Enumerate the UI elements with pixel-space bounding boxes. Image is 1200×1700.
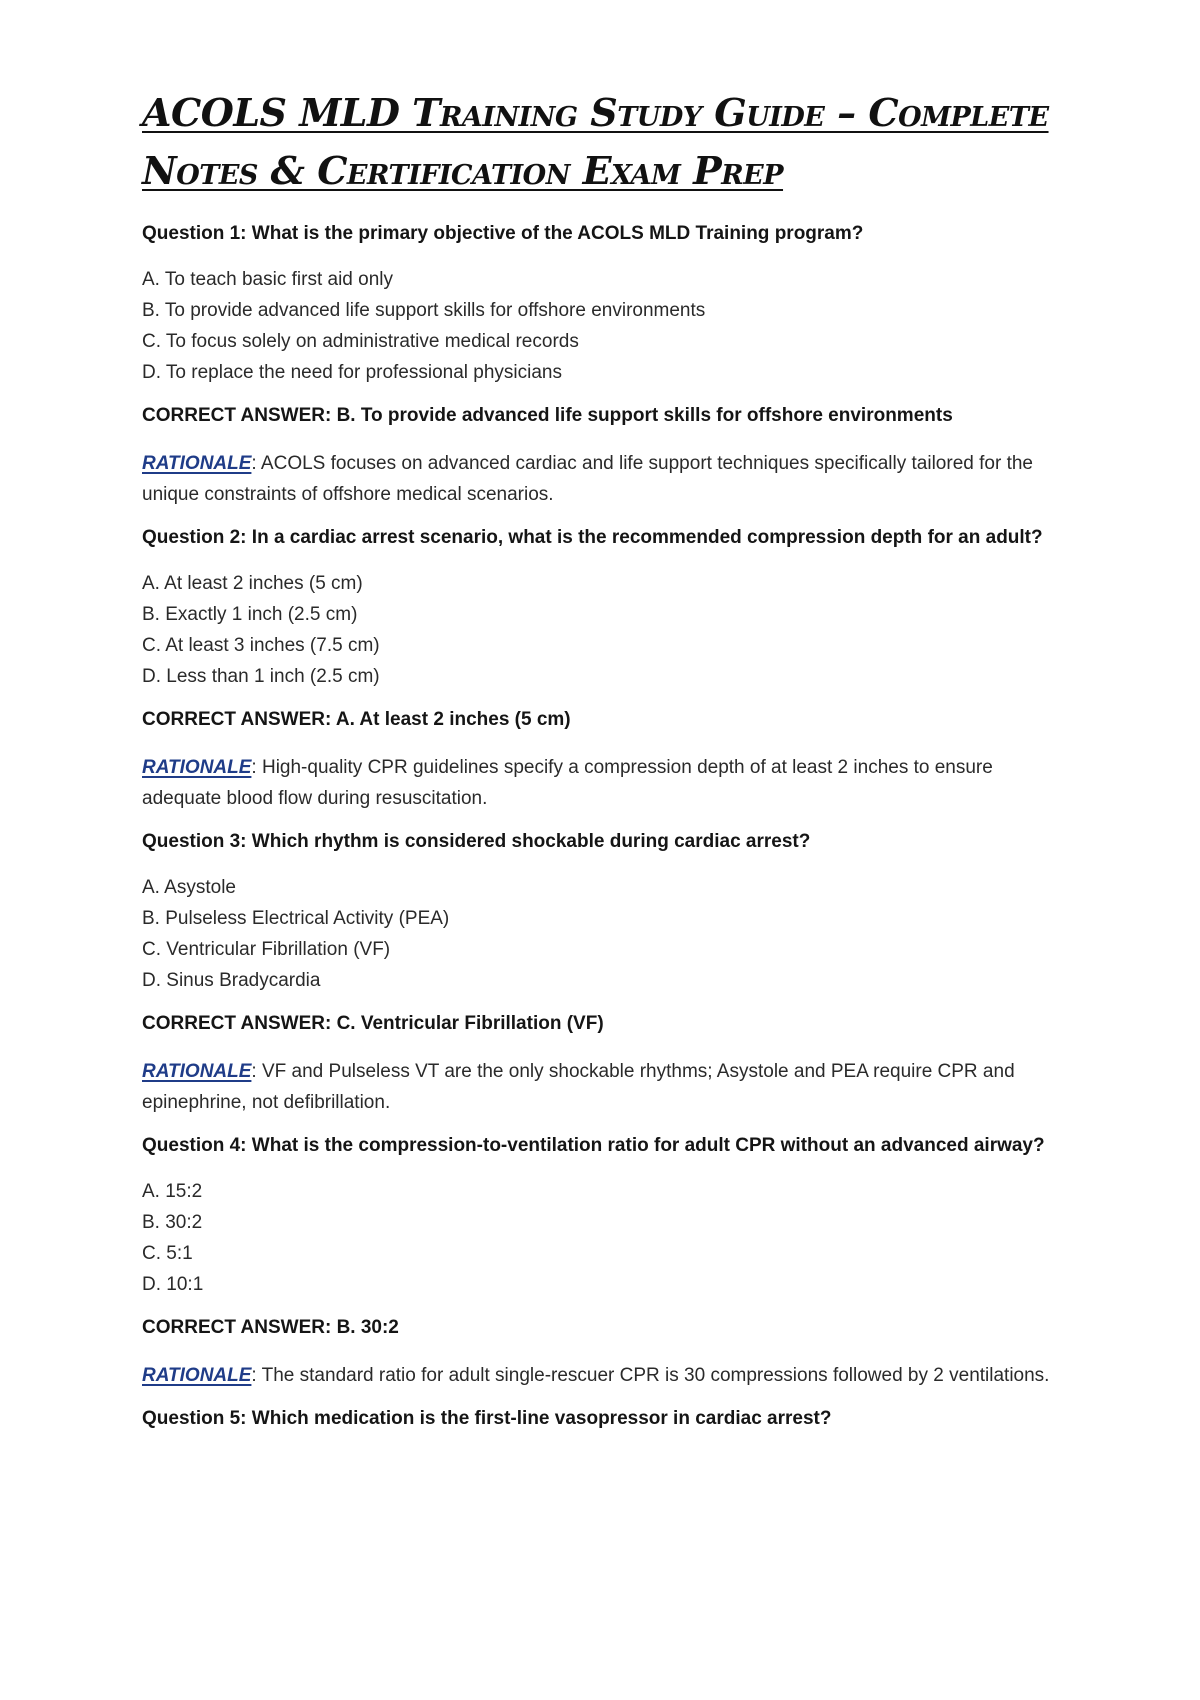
- question-text: Question 5: Which medication is the first-line vasopressor in cardiac arrest?: [142, 1408, 832, 1429]
- option-item: A. At least 2 inches (5 cm): [142, 573, 363, 594]
- option-item: C. Ventricular Fibrillation (VF): [142, 939, 391, 960]
- question-block-3: [142, 828, 1062, 1118]
- rationale: [142, 448, 1062, 510]
- rationale-text: : High-quality CPR guidelines specify a compression depth of at least 2 inches to ensure adequate blood flow during resuscitation.: [142, 757, 993, 809]
- rationale-label: RATIONALE: [142, 757, 252, 778]
- correct-answer: CORRECT ANSWER: C. Ventricular Fibrillation (VF): [142, 1013, 604, 1034]
- option-item: C. To focus solely on administrative medical records: [142, 331, 579, 352]
- option-list: [142, 1176, 1062, 1300]
- question-block-4: [142, 1132, 1062, 1391]
- rationale: [142, 752, 1062, 814]
- document-page: [142, 84, 1062, 1449]
- option-item: A. 15:2: [142, 1181, 203, 1202]
- option-item: B. To provide advanced life support skills for offshore environments: [142, 300, 706, 321]
- rationale: [142, 1360, 1062, 1391]
- rationale-text: : VF and Pulseless VT are the only shockable rhythms; Asystole and PEA require CPR and epinephrine, not defibrillation.: [142, 1061, 1015, 1113]
- option-item: B. Pulseless Electrical Activity (PEA): [142, 908, 450, 929]
- rationale: [142, 1056, 1062, 1118]
- correct-answer: CORRECT ANSWER: A. At least 2 inches (5 cm): [142, 709, 571, 730]
- question-block-1: [142, 220, 1062, 510]
- rationale-label: RATIONALE: [142, 1061, 252, 1082]
- question-block-5: [142, 1405, 1062, 1433]
- option-list: [142, 872, 1062, 996]
- option-item: B. 30:2: [142, 1212, 203, 1233]
- question-text: Question 4: What is the compression-to-ventilation ratio for adult CPR without an advanced airway?: [142, 1135, 1045, 1156]
- correct-answer: CORRECT ANSWER: B. To provide advanced life support skills for offshore environments: [142, 405, 953, 426]
- document-title: ACOLS MLD Training Study Guide – Complete Notes & Certification Exam Prep: [142, 90, 1049, 193]
- question-block-2: [142, 524, 1062, 814]
- option-list: [142, 264, 1062, 388]
- option-item: D. To replace the need for professional physicians: [142, 362, 563, 383]
- rationale-text: : ACOLS focuses on advanced cardiac and life support techniques specifically tailored for the unique constraints of offshore medical scenarios.: [142, 453, 1033, 505]
- option-item: C. 5:1: [142, 1243, 193, 1264]
- correct-answer: CORRECT ANSWER: B. 30:2: [142, 1317, 399, 1338]
- option-item: B. Exactly 1 inch (2.5 cm): [142, 604, 358, 625]
- question-text: Question 1: What is the primary objective of the ACOLS MLD Training program?: [142, 223, 864, 244]
- option-item: A. Asystole: [142, 877, 236, 898]
- rationale-label: RATIONALE: [142, 453, 252, 474]
- option-item: A. To teach basic first aid only: [142, 269, 393, 290]
- question-text: Question 2: In a cardiac arrest scenario, what is the recommended compression depth for an adult?: [142, 527, 1043, 548]
- rationale-label: RATIONALE: [142, 1365, 252, 1386]
- option-item: D. Sinus Bradycardia: [142, 970, 321, 991]
- option-item: D. Less than 1 inch (2.5 cm): [142, 666, 380, 687]
- option-item: C. At least 3 inches (7.5 cm): [142, 635, 380, 656]
- rationale-text: : The standard ratio for adult single-rescuer CPR is 30 compressions followed by 2 ventilations.: [251, 1365, 1050, 1386]
- option-item: D. 10:1: [142, 1274, 204, 1295]
- question-text: Question 3: Which rhythm is considered shockable during cardiac arrest?: [142, 831, 811, 852]
- option-list: [142, 568, 1062, 692]
